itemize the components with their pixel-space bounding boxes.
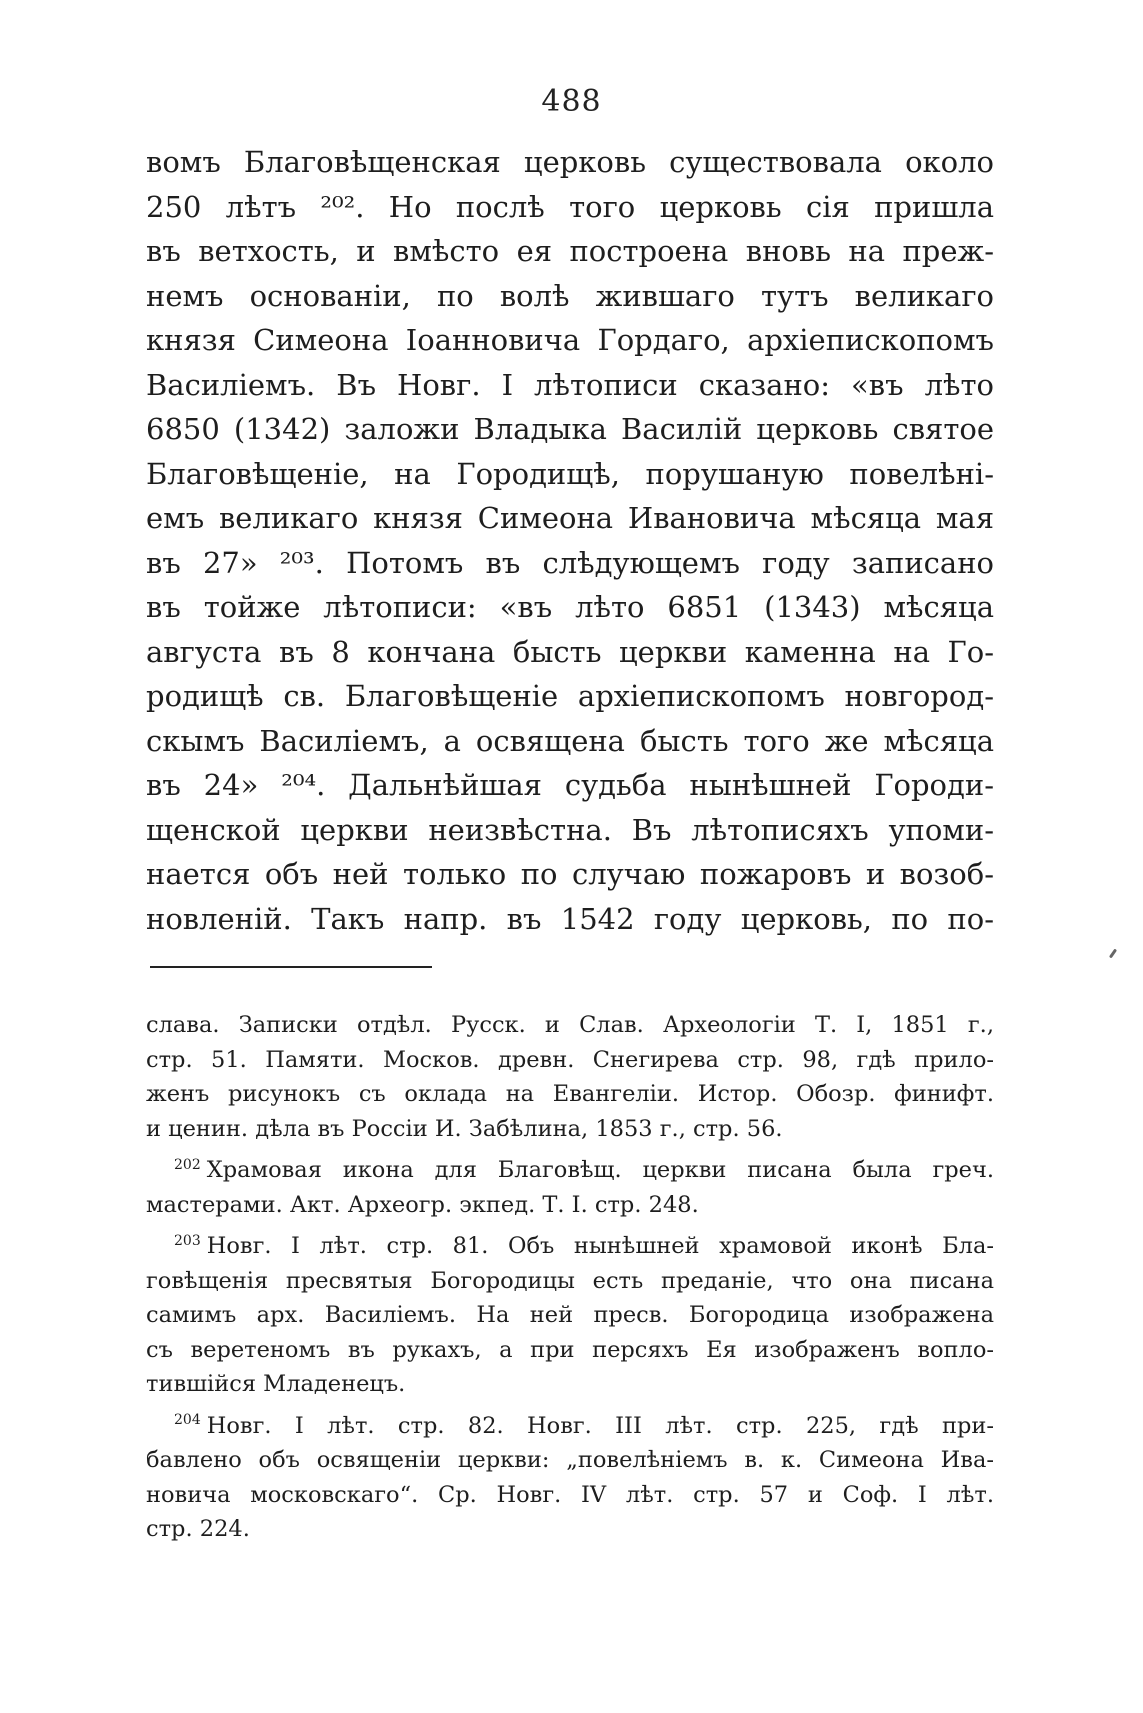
main-text-line: скымъ Василіемъ, а освящена бысть того же мѣсяца: [146, 723, 994, 758]
footnote-line: и ценин. дѣла въ Россіи И. Забѣлина, 1853 г., стр. 56.: [146, 1115, 783, 1142]
footnote-number: 203: [174, 1232, 201, 1249]
main-text-line: въ 27» ²⁰³. Потомъ въ слѣдующемъ году записано: [146, 545, 994, 580]
footnote-number: 204: [174, 1412, 201, 1428]
footnote-line: новича московскаго“. Ср. Новг. IV лѣт. стр. 57 и Соф. I лѣт.: [146, 1481, 994, 1508]
main-text-line: 6850 (1342) заложи Владыка Василій церковь святое: [146, 412, 994, 446]
main-text-line: родищѣ св. Благовѣщеніе архіепископомъ новгород-: [146, 679, 994, 713]
footnote-line: самимъ арх. Василіемъ. На ней пресв. Богородица изображена: [146, 1302, 994, 1328]
main-text-line: 250 лѣтъ ²⁰². Но послѣ того церковь сія пришла: [146, 189, 994, 224]
footnote-line: [146, 1229, 994, 1264]
main-text-line: августа въ 8 кончана бысть церкви каменна на Го-: [146, 634, 994, 669]
footnote-continued: [146, 1008, 994, 1146]
footnote-line: стр. 224.: [146, 1516, 250, 1542]
main-text-line: немъ основаніи, по волѣ жившаго тутъ великаго: [146, 278, 994, 313]
main-text-line: вомъ Благовѣщенская церковь существовала около: [146, 145, 994, 179]
footnote-line: слава. Записки отдѣл. Русск. и Слав. Археологіи Т. I, 1851 г.,: [146, 1012, 994, 1038]
main-text-line: Благовѣщеніе, на Городищѣ, порушаную повелѣні-: [146, 456, 994, 491]
main-text-line: нается объ ней только по случаю пожаровъ и возоб-: [146, 857, 994, 891]
page-number: 488: [541, 84, 602, 119]
footnote-text: Храмовая икона для Благовѣщ. церкви писана была греч.: [206, 1157, 994, 1183]
main-text-line: емъ великаго князя Симеона Ивановича мѣсяца мая: [146, 501, 994, 535]
ink-speck: [1109, 949, 1117, 959]
footnotes: [146, 1008, 994, 1554]
footnote-202: [146, 1153, 994, 1222]
footnote-line: бавлено объ освященіи церкви: „повелѣніемъ в. к. Симеона Ива-: [146, 1447, 994, 1473]
footnote-text: Новг. I лѣт. стр. 81. Объ нынѣшней храмовой иконѣ Бла-: [206, 1233, 994, 1259]
main-text-line: въ 24» ²⁰⁴. Дальнѣйшая судьба нынѣшней Городи-: [146, 768, 994, 802]
footnote-line: говѣщенія пресвятыя Богородицы есть преданіе, что она писана: [146, 1267, 994, 1294]
footnote-line: съ веретеномъ въ рукахъ, а при персяхъ Ея изображенъ вопло-: [146, 1336, 994, 1363]
main-text-line: въ тойже лѣтописи: «въ лѣто 6851 (1343) мѣсяца: [146, 590, 994, 624]
footnote-line: мастерами. Акт. Археогр. экпед. Т. I. стр. 248.: [146, 1191, 699, 1218]
footnote-number: 202: [174, 1156, 201, 1173]
main-text: [146, 140, 994, 941]
footnote-line: тившійся Младенецъ.: [146, 1371, 406, 1397]
footnote-text: Новг. I лѣт. стр. 82. Новг. III лѣт. стр. 225, гдѣ при-: [206, 1412, 994, 1439]
footnote-line: [146, 1409, 994, 1444]
footnote-204: [146, 1409, 994, 1547]
footnote-line: стр. 51. Памяти. Москов. древн. Снегирева стр. 98, гдѣ прило-: [146, 1046, 994, 1073]
main-text-line: въ ветхость, и вмѣсто ея построена вновь на преж-: [146, 234, 994, 268]
footnote-line: [146, 1153, 994, 1188]
main-text-line: Василіемъ. Въ Новг. I лѣтописи сказано: «въ лѣто: [146, 367, 994, 402]
footnote-line: женъ рисунокъ съ оклада на Евангеліи. Истор. Обозр. финифт.: [146, 1081, 994, 1107]
footnote-203: [146, 1229, 994, 1402]
main-text-line: новленій. Такъ напр. въ 1542 году церковь, по по-: [146, 901, 994, 936]
footnote-separator-rule: [150, 966, 432, 968]
main-text-line: щенской церкви неизвѣстна. Въ лѣтописяхъ упоми-: [146, 812, 994, 847]
main-text-line: князя Симеона Іоанновича Гордаго, архіепископомъ: [146, 323, 994, 357]
